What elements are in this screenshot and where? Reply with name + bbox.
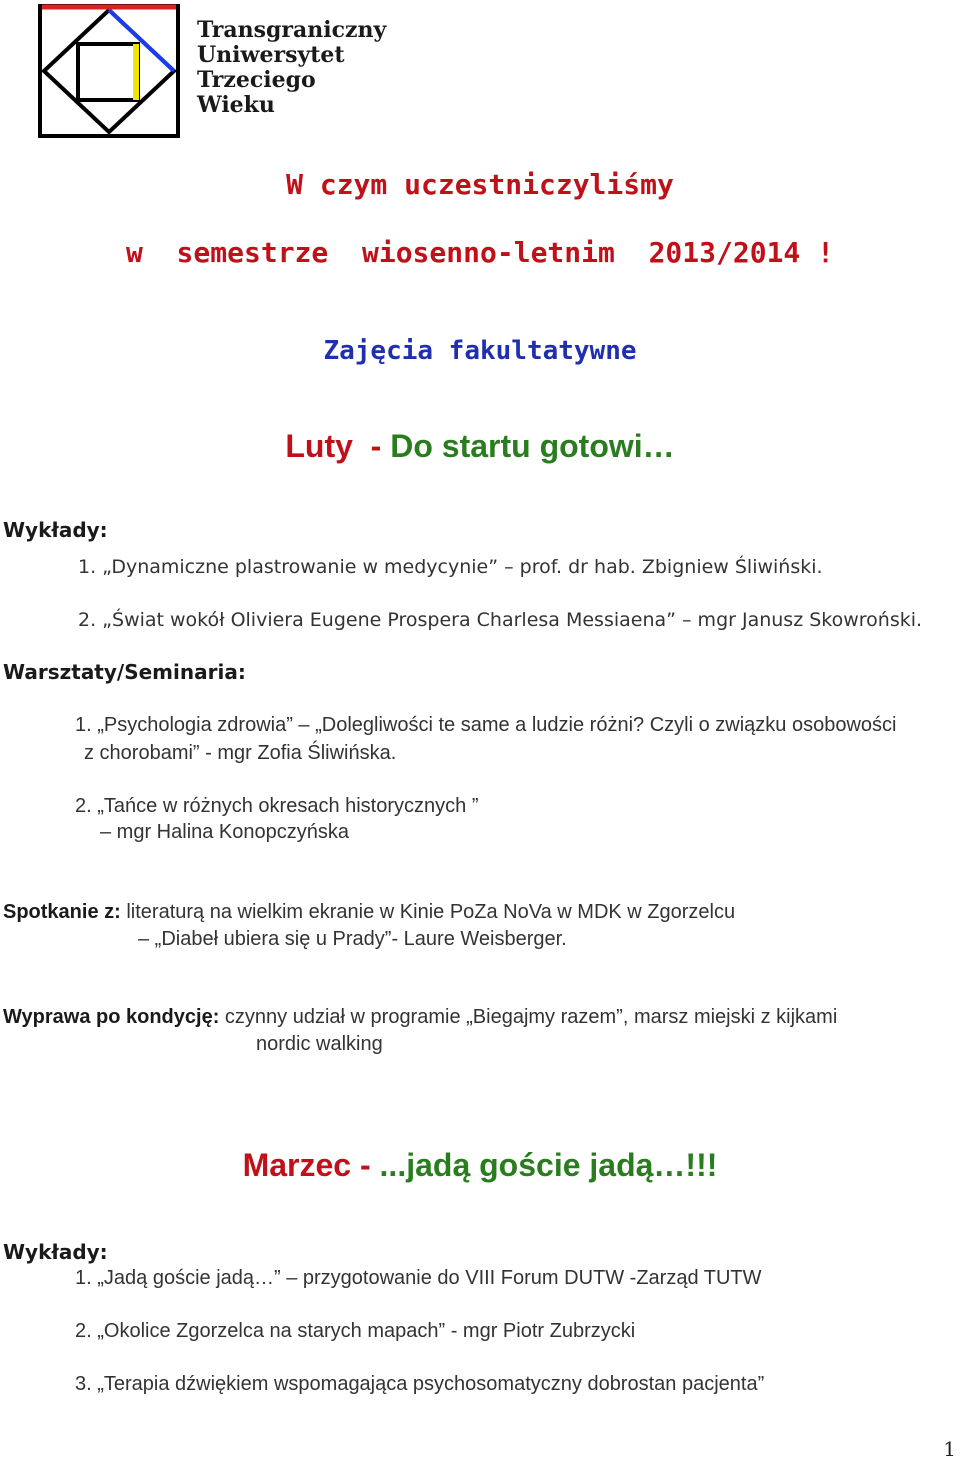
lecture-item: 1. „Jadą goście jadą…” – przygotowanie do VIII Forum DUTW -Zarząd TUTW (75, 1267, 762, 1289)
logo-line: Uniwersytet (197, 42, 345, 68)
month-theme: ...jadą goście jadą…!!! (379, 1147, 718, 1183)
meeting-header: Spotkanie z: (3, 901, 121, 923)
lecture-item: 1. „Dynamiczne plastrowanie w medycynie” – prof. dr hab. Zbigniew Śliwiński. (78, 556, 823, 578)
logo-text (197, 18, 386, 118)
month-label: Luty - (285, 428, 391, 464)
month-heading-marzec (0, 1147, 960, 1184)
section-subtitle: Zajęcia fakultatywne (323, 336, 637, 366)
month-heading-luty (0, 428, 960, 465)
page-number: 1 (943, 1437, 956, 1461)
page-title: W czym uczestniczyliśmy (286, 168, 674, 201)
page-title-semester: w semestrze wiosenno-letnim 2013/2014 ! (125, 236, 834, 269)
university-logo (38, 4, 180, 138)
trip-line (3, 1006, 837, 1029)
lecture-item: 3. „Terapia dźwiękiem wspomagająca psychosomatyczny dobrostan pacjenta” (75, 1373, 765, 1395)
month-theme: Do startu gotowi… (390, 428, 675, 464)
workshops-header: Warsztaty/Seminaria: (3, 660, 246, 684)
trip-text-continuation: nordic walking (256, 1033, 383, 1055)
logo-line: Wieku (197, 92, 275, 118)
lecture-item: 2. „Świat wokół Oliviera Eugene Prospera Charlesa Messiaena” – mgr Janusz Skowroński. (78, 609, 923, 631)
logo-line: Transgraniczny (197, 17, 387, 43)
meeting-text: literaturą na wielkim ekranie w Kinie PoZa NoVa w MDK w Zgorzelcu (120, 901, 736, 923)
month-label: Marzec - (242, 1147, 380, 1183)
workshop-item-continuation: – mgr Halina Konopczyńska (100, 821, 350, 843)
trip-text: czynny udział w programie „Biegajmy razem”, marsz miejski z kijkami (219, 1006, 838, 1028)
meeting-line (3, 901, 735, 924)
trip-header: Wyprawa po kondycję: (3, 1006, 220, 1028)
lectures-header: Wykłady: (3, 518, 108, 542)
workshop-item: 2. „Tańce w różnych okresach historycznych ” (75, 795, 479, 817)
logo-line: Trzeciego (197, 67, 316, 93)
meeting-text-continuation: – „Diabeł ubiera się u Prady”- Laure Weisberger. (138, 928, 567, 950)
workshop-item: 1. „Psychologia zdrowia” – „Dolegliwości te same a ludzie różni? Czyli o związku osobowości (75, 714, 897, 736)
lectures-header: Wykłady: (3, 1240, 108, 1264)
lecture-item: 2. „Okolice Zgorzelca na starych mapach” - mgr Piotr Zubrzycki (75, 1320, 636, 1342)
workshop-item-continuation: z chorobami” - mgr Zofia Śliwińska. (84, 742, 397, 764)
